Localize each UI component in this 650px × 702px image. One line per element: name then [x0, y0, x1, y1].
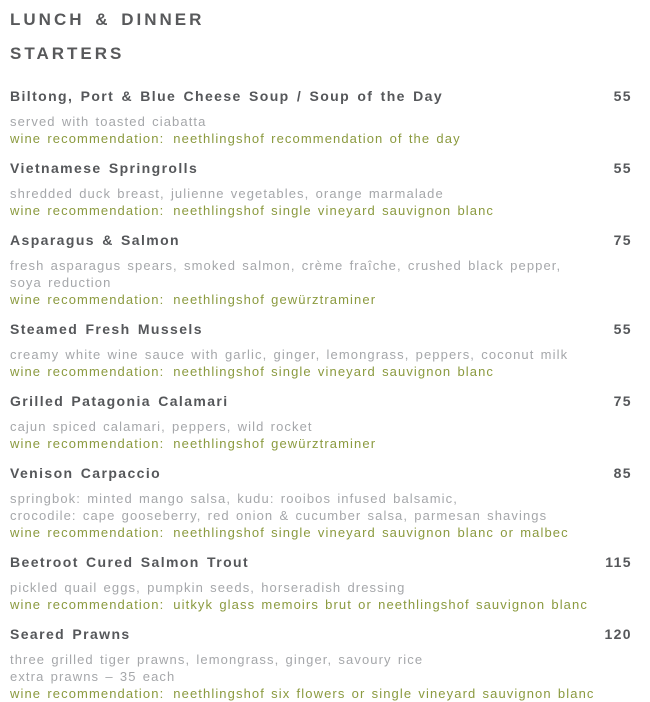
- wine-recommendation-value: neethlingshof single vineyard sauvignon blanc or malbec: [173, 525, 569, 540]
- item-title-row: [10, 321, 632, 338]
- item-name: Steamed Fresh Mussels: [10, 321, 203, 337]
- item-price: 75: [613, 232, 632, 248]
- item-title-row: [10, 554, 632, 571]
- item-title-row: [10, 88, 632, 105]
- item-price: 120: [604, 626, 632, 642]
- wine-recommendation-label: wine recommendation:: [10, 292, 165, 307]
- item-name: Beetroot Cured Salmon Trout: [10, 554, 250, 570]
- item-price: 55: [613, 88, 632, 104]
- item-description: crocodile: cape gooseberry, red onion & cucumber salsa, parmesan shavings: [10, 508, 548, 523]
- item-wine-recommendation: [10, 202, 632, 219]
- wine-recommendation-value: neethlingshof single vineyard sauvignon blanc: [173, 364, 495, 379]
- item-description: three grilled tiger prawns, lemongrass, ginger, savoury rice: [10, 652, 424, 667]
- menu-section-title: LUNCH & DINNER: [10, 10, 205, 29]
- item-wine-recommendation: [10, 596, 632, 613]
- menu-item-steamed-mussels: [10, 321, 632, 380]
- item-name: Biltong, Port & Blue Cheese Soup / Soup of the Day: [10, 88, 444, 104]
- item-description: springbok: minted mango salsa, kudu: rooibos infused balsamic,: [10, 491, 458, 506]
- wine-recommendation-value: neethlingshof recommendation of the day: [173, 131, 461, 146]
- menu-item-grilled-calamari: [10, 393, 632, 452]
- menu-item-biltong-soup: [10, 88, 632, 147]
- wine-recommendation-label: wine recommendation:: [10, 686, 165, 701]
- item-title-row: [10, 232, 632, 249]
- menu-item-seared-prawns: [10, 626, 632, 702]
- item-name: Grilled Patagonia Calamari: [10, 393, 229, 409]
- item-wine-recommendation: [10, 130, 632, 147]
- wine-recommendation-value: neethlingshof gewürztraminer: [173, 292, 377, 307]
- wine-recommendation-label: wine recommendation:: [10, 364, 165, 379]
- item-name: Asparagus & Salmon: [10, 232, 181, 248]
- menu-item-venison-carpaccio: [10, 465, 632, 541]
- item-wine-recommendation: [10, 363, 632, 380]
- item-description: extra prawns – 35 each: [10, 669, 176, 684]
- item-title-row: [10, 626, 632, 643]
- item-price: 55: [613, 321, 632, 337]
- item-price: 55: [613, 160, 632, 176]
- item-title-row: [10, 465, 632, 482]
- menu-subsection-title: STARTERS: [10, 44, 125, 63]
- menu-item-beetroot-salmon-trout: [10, 554, 632, 613]
- wine-recommendation-label: wine recommendation:: [10, 131, 165, 146]
- item-description: served with toasted ciabatta: [10, 114, 207, 129]
- item-price: 75: [613, 393, 632, 409]
- item-name: Vietnamese Springrolls: [10, 160, 199, 176]
- menu-item-asparagus-salmon: [10, 232, 632, 308]
- menu-item-vietnamese-springrolls: [10, 160, 632, 219]
- item-description: pickled quail eggs, pumpkin seeds, horseradish dressing: [10, 580, 406, 595]
- item-description: shredded duck breast, julienne vegetables, orange marmalade: [10, 186, 444, 201]
- item-price: 115: [605, 554, 632, 570]
- wine-recommendation-label: wine recommendation:: [10, 436, 165, 451]
- item-name: Venison Carpaccio: [10, 465, 162, 481]
- wine-recommendation-label: wine recommendation:: [10, 597, 165, 612]
- item-description: creamy white wine sauce with garlic, ginger, lemongrass, peppers, coconut milk: [10, 347, 569, 362]
- wine-recommendation-value: neethlingshof six flowers or single vineyard sauvignon blanc: [173, 686, 595, 701]
- item-wine-recommendation: [10, 685, 632, 702]
- wine-recommendation-value: neethlingshof gewürztraminer: [173, 436, 377, 451]
- item-price: 85: [613, 465, 632, 481]
- item-title-row: [10, 160, 632, 177]
- item-name: Seared Prawns: [10, 626, 131, 642]
- item-title-row: [10, 393, 632, 410]
- item-description: cajun spiced calamari, peppers, wild rocket: [10, 419, 313, 434]
- item-description: soya reduction: [10, 275, 112, 290]
- wine-recommendation-value: uitkyk glass memoirs brut or neethlingshof sauvignon blanc: [173, 597, 588, 612]
- item-wine-recommendation: [10, 291, 632, 308]
- item-wine-recommendation: [10, 435, 632, 452]
- wine-recommendation-value: neethlingshof single vineyard sauvignon blanc: [173, 203, 495, 218]
- wine-recommendation-label: wine recommendation:: [10, 525, 165, 540]
- item-wine-recommendation: [10, 524, 632, 541]
- wine-recommendation-label: wine recommendation:: [10, 203, 165, 218]
- item-description: fresh asparagus spears, smoked salmon, crème fraîche, crushed black pepper,: [10, 258, 562, 273]
